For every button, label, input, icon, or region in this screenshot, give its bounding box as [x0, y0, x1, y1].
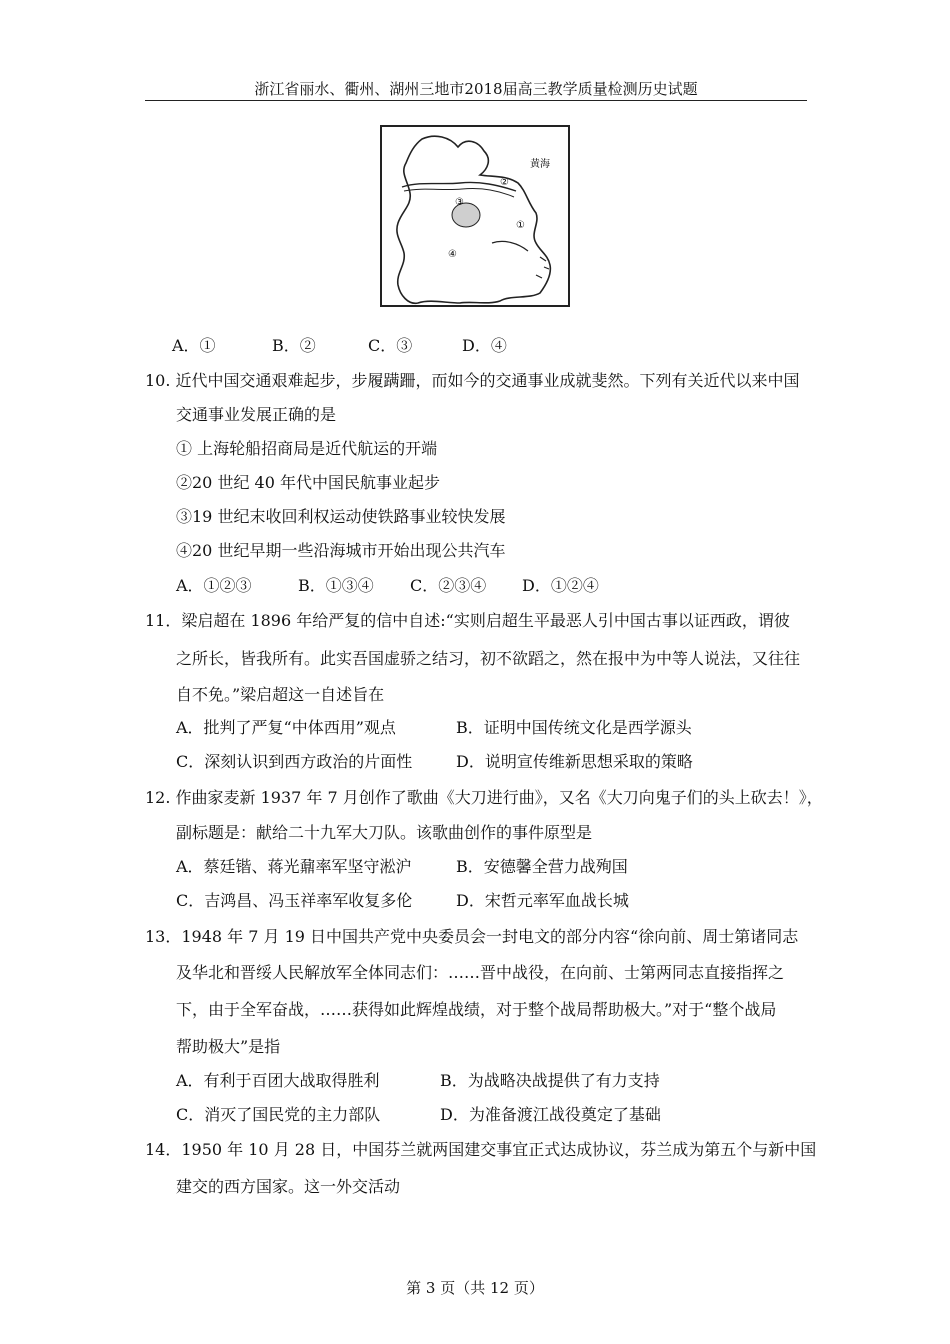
marker-1: ①	[516, 220, 525, 231]
q11-stem-cont-1: 之所长，皆我所有。此实吾国虚骄之结习，初不欲蹈之，然在报中为中等人说法，又往往	[176, 649, 801, 668]
q13-option-c: C．消灭了国民党的主力部队	[176, 1105, 381, 1124]
q11-option-b: B．证明中国传统文化是西学源头	[456, 718, 692, 737]
q10-item-2: ②20 世纪 40 年代中国民航事业起步	[176, 473, 440, 492]
q10-item-1: ① 上海轮船招商局是近代航运的开端	[176, 439, 438, 458]
q9-option-b: B．②	[272, 336, 316, 355]
q13-stem: 13．1948 年 7 月 19 日中国共产党中央委员会一封电文的部分内容“徐向前、周士第诸同志	[145, 927, 799, 946]
marker-4: ④	[448, 249, 457, 260]
q14-stem: 14．1950 年 10 月 28 日，中国芬兰就两国建交事宜正式达成协议，芬兰成为第五个与新中国	[145, 1140, 817, 1159]
q9-option-c: C．③	[368, 336, 413, 355]
q13-option-b: B．为战略决战提供了有力支持	[440, 1071, 660, 1090]
q11-option-a: A．批判了严复“中体西用”观点	[176, 718, 396, 737]
page-number: 第 3 页（共 12 页）	[406, 1279, 544, 1297]
q11-option-d: D．说明宣传维新思想采取的策略	[456, 752, 693, 771]
q11-option-c: C．深刻认识到西方政治的片面性	[176, 752, 413, 771]
map-figure	[380, 125, 570, 307]
q10-stem: 10. 近代中国交通艰难起步，步履蹒跚，而如今的交通事业成就斐然。下列有关近代以来中国	[145, 371, 800, 390]
q10-option-d: D．①②④	[522, 576, 599, 595]
q13-option-d: D．为准备渡江战役奠定了基础	[440, 1105, 661, 1124]
marker-2: ②	[500, 177, 509, 188]
q12-option-c: C．吉鸿昌、冯玉祥率军收复多伦	[176, 891, 413, 910]
exam-title: 浙江省丽水、衢州、湖州三地市2018届高三教学质量检测历史试题	[254, 80, 698, 98]
q13-option-a: A．有利于百团大战取得胜利	[176, 1071, 380, 1090]
q12-stem-cont: 副标题是：献给二十九军大刀队。该歌曲创作的事件原型是	[176, 823, 593, 842]
q12-option-a: A．蔡廷锴、蒋光鼐率军坚守淞沪	[176, 857, 412, 876]
q14-stem-cont: 建交的西方国家。这一外交活动	[176, 1177, 401, 1196]
q12-stem: 12. 作曲家麦新 1937 年 7 月创作了歌曲《大刀进行曲》，又名《大刀向鬼子们的头上砍去！》，	[145, 788, 823, 807]
q10-item-4: ④20 世纪早期一些沿海城市开始出现公共汽车	[176, 541, 506, 560]
q11-stem: 11．梁启超在 1896 年给严复的信中自述:“实则启超生平最恶人引中国古事以证西政，谓彼	[145, 611, 790, 630]
q9-option-a: A．①	[172, 336, 216, 355]
sea-label: 黄海	[530, 159, 550, 170]
q10-option-c: C．②③④	[410, 576, 487, 595]
q10-item-3: ③19 世纪末收回利权运动使铁路事业较快发展	[176, 507, 506, 526]
marker-3: ③	[455, 197, 464, 208]
q13-stem-cont-3: 帮助极大”是指	[176, 1037, 281, 1056]
q10-option-b: B．①③④	[298, 576, 374, 595]
q12-option-d: D．宋哲元率军血战长城	[456, 891, 629, 910]
q11-stem-cont-2: 自不免。”梁启超这一自述旨在	[176, 685, 385, 704]
q13-stem-cont-2: 下，由于全军奋战，……获得如此辉煌战绩，对于整个战局帮助极大。”对于“整个战局	[176, 1000, 777, 1019]
page-footer	[0, 1278, 950, 1298]
q12-option-b: B．安德馨全营力战殉国	[456, 857, 628, 876]
page-header	[145, 78, 807, 101]
q10-stem-cont: 交通事业发展正确的是	[176, 405, 337, 424]
q10-option-a: A．①②③	[176, 576, 252, 595]
q13-stem-cont-1: 及华北和晋绥人民解放军全体同志们：……晋中战役，在向前、士第两同志直接指挥之	[176, 963, 785, 982]
q9-option-d: D．④	[462, 336, 507, 355]
